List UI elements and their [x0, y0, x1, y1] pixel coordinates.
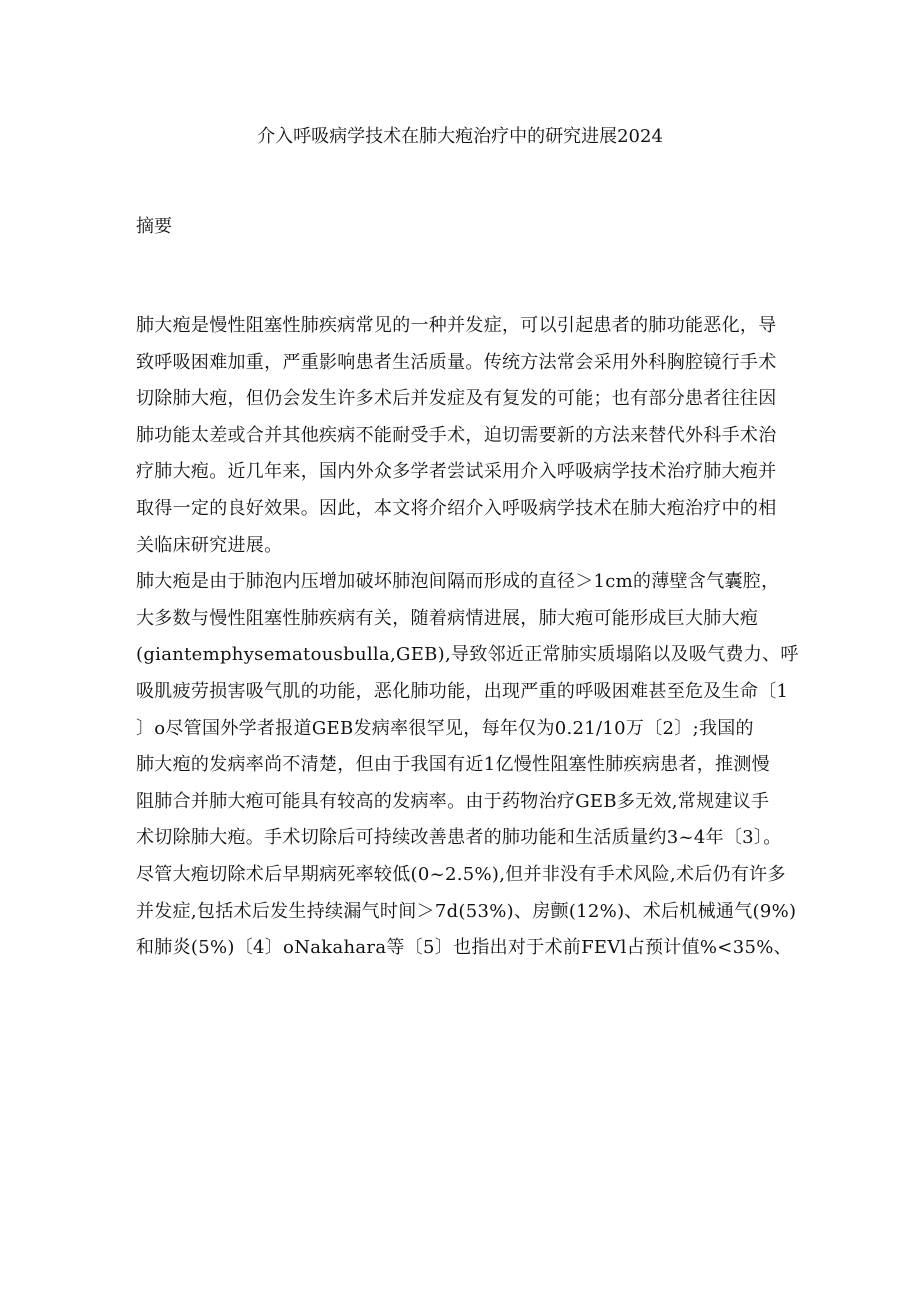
- text-line: 疗肺大疱。近几年来，国内外众多学者尝试采用介入呼吸病学技术治疗肺大疱并: [136, 461, 777, 483]
- text-line: 肺功能太差或合并其他疾病不能耐受手术，迫切需要新的方法来替代外科手术治: [136, 424, 777, 446]
- document-title: 介入呼吸病学技术在肺大疱治疗中的研究进展2024: [257, 126, 663, 147]
- text-line: 吸肌疲劳损害吸气肌的功能，恶化肺功能，出现严重的呼吸困难甚至危及生命〔1: [136, 680, 789, 702]
- text-line: 阻肺合并肺大疱可能具有较高的发病率。由于药物治疗GEB多无效,常规建议手: [136, 790, 770, 812]
- text-line: 取得一定的良好效果。因此，本文将介绍介入呼吸病学技术在肺大疱治疗中的相: [136, 497, 777, 519]
- text-line: 肺大疱是慢性阻塞性肺疾病常见的一种并发症，可以引起患者的肺功能恶化，导: [136, 315, 777, 336]
- text-line: (giantemphysematousbulla,GEB),导致邻近正常肺实质塌陷以及吸气费力、呼: [136, 644, 799, 666]
- text-line: 〕o尽管国外学者报道GEB发病率很罕见，每年仅为0.21/10万〔2〕;我国的: [136, 717, 754, 739]
- text-line: 大多数与慢性阻塞性肺疾病有关，随着病情进展，肺大疱可能形成巨大肺大疱: [136, 607, 759, 629]
- abstract-heading: 摘要: [136, 216, 172, 237]
- body-text: [136, 308, 799, 967]
- text-line: 尽管大疱切除术后早期病死率较低(0~2.5%),但并非没有手术风险,术后仍有许多: [136, 863, 786, 885]
- text-line: 并发症,包括术后发生持续漏气时间＞7d(53%)、房颤(12%)、术后机械通气(9%): [136, 900, 797, 922]
- text-line: 术切除肺大疱。手术切除后可持续改善患者的肺功能和生活质量约3~4年〔3〕。: [136, 827, 782, 849]
- text-line: 肺大疱是由于肺泡内压增加破坏肺泡间隔而形成的直径＞1cm的薄壁含气囊腔，: [136, 571, 780, 593]
- text-line: 致呼吸困难加重，严重影响患者生活质量。传统方法常会采用外科胸腔镜行手术: [136, 351, 777, 373]
- text-line: 关临床研究进展。: [136, 534, 283, 556]
- text-line: 肺大疱的发病率尚不清楚，但由于我国有近1亿慢性阻塞性肺疾病患者，推测慢: [136, 754, 770, 776]
- text-line: 切除肺大疱，但仍会发生许多术后并发症及有复发的可能；也有部分患者往往因: [136, 388, 777, 410]
- text-line: 和肺炎(5%)〔4〕oNakahara等〔5〕也指出对于术前FEVl占预计值%<35%、: [136, 937, 792, 959]
